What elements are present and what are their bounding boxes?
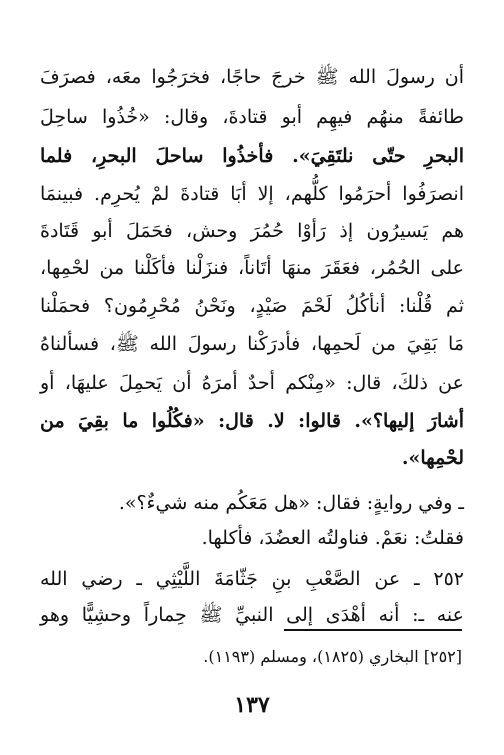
footnote-divider [284,629,462,631]
text-line-1: أن رسولَ الله ﷺ خرجَ حاجًا، فخرَجُوا معَه، فصرَفَ [40,66,464,88]
narration-line-2: فقلتُ: نعَمْ. فناولتُه العضُدَ، فأكلها. [201,527,464,549]
narration-line-1: ـ وفي روايةٍ: فقال: «هل مَعَكُم منه شيءٌ؟». [118,492,464,514]
text-line-9: عن ذلكَ، قال: «مِنْكم أحدٌ أمرَهُ أن يَحمِلَ عليهَا، أو [40,372,464,394]
hadith-252-line-1: ٢٥٢ ـ عن الصَّعْبِ بنِ جَثّامَةَ اللَّيْثِي ـ رضي الله [40,568,464,590]
text-line-5: هم يَسيرُون إذ رَأوْا حُمُرَ وحش، فحَمَلَ أبو قَتَادةَ [40,220,464,242]
text-line-8: مَا بَقِيَ من لَحمِها، فأدرَكْنا رسولَ الله ﷺ، فسألناهُ [40,333,464,355]
text-line-6: على الحُمُر، فعَقَرَ منهَا أتَاناً، فنزَلْنا فأكَلْنا من لحْمِها، [40,257,464,279]
text-line-3: البحرِ حتّى نلتَقِيَ». فأخذُوا ساحلَ البحرِ، فلما [40,145,464,167]
text-line-2: طائفةً منهُم فيهِم أبو قتادةَ، وقال: «خُذُوا ساحِلَ [40,106,464,128]
hadith-252-line-2: عنه ـ: أنه أهْدَى إلى النبيِّ ﷺ حِماراً وحشِيًّا وهو [40,604,464,626]
text-line-4: انصرَفُوا أحرَمُوا كلُّهم، إلا أبَا قتادةَ لمْ يُحرِم. فبينمَا [40,183,464,205]
text-line-7: ثم قُلْنا: أنأكُلُ لَحْمَ صَيْدٍ، ونَحْنُ مُحْرِمُون؟ فحمَلْنا [40,295,464,317]
footnote: [٢٥٢] البخاري (١٨٢٥)، ومسلم (١١٩٣). [203,647,462,666]
text-line-11: لحْمِها». [401,447,464,469]
text-line-10: أشارَ إليها؟». قالوا: لا. قال: «فكُلُوا ما بقِيَ من [40,410,464,432]
page-number: ١٣٧ [234,692,270,718]
